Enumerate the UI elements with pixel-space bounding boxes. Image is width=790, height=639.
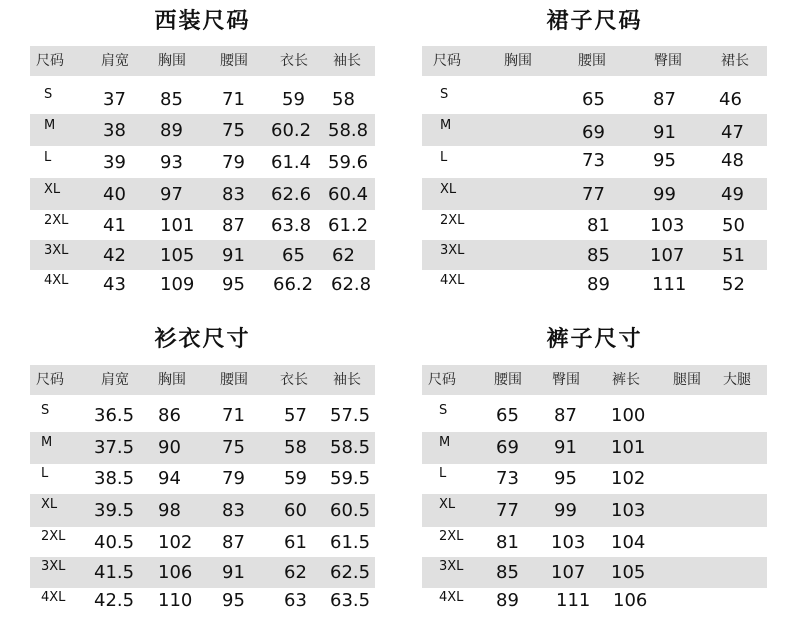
table-row xyxy=(30,400,375,432)
value-cell: 99 xyxy=(554,500,577,521)
size-cell: 4XL xyxy=(44,273,69,288)
table-row xyxy=(30,588,375,618)
value-cell: 101 xyxy=(160,215,195,236)
value-cell: 69 xyxy=(496,437,519,458)
value-cell: 103 xyxy=(611,500,646,521)
shirt-size-table xyxy=(30,318,375,623)
table-row xyxy=(422,494,767,527)
value-cell: 36.5 xyxy=(94,405,135,426)
size-cell: S xyxy=(440,87,449,102)
table-row xyxy=(30,464,375,494)
value-cell: 85 xyxy=(160,89,183,110)
size-cell: L xyxy=(41,466,49,481)
header-cell: 腰围 xyxy=(220,372,248,388)
header-cell: 肩宽 xyxy=(101,372,129,388)
value-cell: 60 xyxy=(284,500,307,521)
value-cell: 91 xyxy=(554,437,577,458)
table-row xyxy=(30,527,375,557)
value-cell: 46 xyxy=(719,89,742,110)
value-cell: 83 xyxy=(222,500,245,521)
table-header-row xyxy=(422,365,767,395)
value-cell: 95 xyxy=(222,590,245,611)
table-row xyxy=(422,84,767,114)
table-title: 衫衣尺寸 xyxy=(154,327,251,352)
size-cell: 2XL xyxy=(439,529,464,544)
value-cell: 38.5 xyxy=(94,468,135,489)
size-cell: S xyxy=(44,87,53,102)
value-cell: 109 xyxy=(160,274,195,295)
value-cell: 99 xyxy=(653,184,676,205)
value-cell: 107 xyxy=(551,562,586,583)
value-cell: 97 xyxy=(160,184,183,205)
skirt-size-table xyxy=(422,0,767,305)
value-cell: 41 xyxy=(103,215,126,236)
value-cell: 65 xyxy=(496,405,519,426)
value-cell: 63.5 xyxy=(330,590,371,611)
value-cell: 59.6 xyxy=(328,152,369,173)
table-row xyxy=(30,178,375,210)
value-cell: 93 xyxy=(160,152,183,173)
value-cell: 103 xyxy=(650,215,685,236)
value-cell: 40.5 xyxy=(94,532,135,553)
header-cell: 尺码 xyxy=(36,372,64,388)
header-cell: 尺码 xyxy=(433,53,461,69)
value-cell: 59 xyxy=(284,468,307,489)
header-cell: 臀围 xyxy=(552,372,580,388)
value-cell: 86 xyxy=(158,405,181,426)
value-cell: 69 xyxy=(582,122,605,143)
table-row xyxy=(30,114,375,146)
value-cell: 95 xyxy=(222,274,245,295)
suit-size-table xyxy=(30,0,375,305)
table-title: 西装尺码 xyxy=(154,9,251,34)
value-cell: 37.5 xyxy=(94,437,135,458)
value-cell: 60.2 xyxy=(271,120,312,141)
value-cell: 110 xyxy=(158,590,193,611)
table-title: 裙子尺码 xyxy=(546,9,643,34)
header-cell: 尺码 xyxy=(36,53,64,69)
value-cell: 91 xyxy=(653,122,676,143)
value-cell: 101 xyxy=(611,437,646,458)
value-cell: 62.5 xyxy=(330,562,371,583)
value-cell: 65 xyxy=(582,89,605,110)
table-row xyxy=(30,557,375,588)
header-cell: 胸围 xyxy=(504,53,532,69)
value-cell: 77 xyxy=(582,184,605,205)
value-cell: 60.5 xyxy=(330,500,371,521)
table-row xyxy=(30,210,375,240)
value-cell: 89 xyxy=(496,590,519,611)
header-cell: 裤长 xyxy=(612,372,640,388)
value-cell: 90 xyxy=(158,437,181,458)
value-cell: 66.2 xyxy=(273,274,314,295)
value-cell: 62.6 xyxy=(271,184,312,205)
value-cell: 37 xyxy=(103,89,126,110)
header-cell: 尺码 xyxy=(428,372,456,388)
header-cell: 腰围 xyxy=(220,53,248,69)
value-cell: 47 xyxy=(721,122,744,143)
size-cell: 3XL xyxy=(439,559,464,574)
value-cell: 50 xyxy=(722,215,745,236)
value-cell: 61.4 xyxy=(271,152,312,173)
value-cell: 58 xyxy=(332,89,355,110)
value-cell: 43 xyxy=(103,274,126,295)
value-cell: 60.4 xyxy=(328,184,369,205)
value-cell: 105 xyxy=(160,245,195,266)
value-cell: 105 xyxy=(611,562,646,583)
table-row xyxy=(422,557,767,588)
header-cell: 腰围 xyxy=(578,53,606,69)
size-cell: M xyxy=(41,435,53,450)
value-cell: 61 xyxy=(284,532,307,553)
table-row xyxy=(422,270,767,300)
value-cell: 100 xyxy=(611,405,646,426)
size-cell: 4XL xyxy=(439,590,464,605)
table-header-row xyxy=(30,46,375,76)
table-row xyxy=(422,114,767,146)
value-cell: 51 xyxy=(722,245,745,266)
header-cell: 腿围 xyxy=(673,372,701,388)
value-cell: 39 xyxy=(103,152,126,173)
header-cell: 大腿 xyxy=(723,372,751,388)
value-cell: 111 xyxy=(652,274,687,295)
value-cell: 48 xyxy=(721,150,744,171)
value-cell: 111 xyxy=(556,590,591,611)
size-cell: L xyxy=(44,150,52,165)
header-cell: 袖长 xyxy=(333,372,361,388)
value-cell: 58 xyxy=(284,437,307,458)
table-row xyxy=(422,464,767,494)
value-cell: 40 xyxy=(103,184,126,205)
size-cell: 3XL xyxy=(440,243,465,258)
size-cell: M xyxy=(439,435,451,450)
value-cell: 62 xyxy=(284,562,307,583)
table-row xyxy=(30,270,375,300)
size-cell: XL xyxy=(41,497,58,512)
value-cell: 39.5 xyxy=(94,500,135,521)
size-cell: XL xyxy=(440,182,457,197)
size-cell: 2XL xyxy=(41,529,66,544)
size-cell: 4XL xyxy=(440,273,465,288)
size-cell: L xyxy=(439,466,447,481)
value-cell: 61.2 xyxy=(328,215,369,236)
header-cell: 衣长 xyxy=(280,53,308,69)
table-header-row xyxy=(422,46,767,76)
value-cell: 77 xyxy=(496,500,519,521)
table-row xyxy=(422,240,767,270)
value-cell: 79 xyxy=(222,468,245,489)
value-cell: 73 xyxy=(582,150,605,171)
value-cell: 85 xyxy=(496,562,519,583)
size-cell: 2XL xyxy=(44,213,69,228)
table-row xyxy=(422,588,767,618)
size-cell: XL xyxy=(439,497,456,512)
value-cell: 95 xyxy=(653,150,676,171)
value-cell: 59 xyxy=(282,89,305,110)
value-cell: 63 xyxy=(284,590,307,611)
value-cell: 87 xyxy=(222,215,245,236)
value-cell: 104 xyxy=(611,532,646,553)
size-cell: 3XL xyxy=(44,243,69,258)
value-cell: 87 xyxy=(653,89,676,110)
value-cell: 102 xyxy=(611,468,646,489)
size-cell: M xyxy=(44,118,56,133)
header-cell: 臀围 xyxy=(654,53,682,69)
value-cell: 83 xyxy=(222,184,245,205)
value-cell: 38 xyxy=(103,120,126,141)
value-cell: 87 xyxy=(222,532,245,553)
value-cell: 75 xyxy=(222,437,245,458)
value-cell: 81 xyxy=(587,215,610,236)
value-cell: 106 xyxy=(613,590,648,611)
header-cell: 腰围 xyxy=(494,372,522,388)
value-cell: 91 xyxy=(222,245,245,266)
size-cell: 3XL xyxy=(41,559,66,574)
table-row xyxy=(422,527,767,557)
table-header-row xyxy=(30,365,375,395)
header-cell: 袖长 xyxy=(333,53,361,69)
value-cell: 89 xyxy=(587,274,610,295)
value-cell: 102 xyxy=(158,532,193,553)
header-cell: 胸围 xyxy=(158,372,186,388)
value-cell: 91 xyxy=(222,562,245,583)
table-row xyxy=(30,240,375,270)
value-cell: 73 xyxy=(496,468,519,489)
size-cell: S xyxy=(41,403,50,418)
header-cell: 肩宽 xyxy=(101,53,129,69)
pants-size-table xyxy=(422,318,767,623)
table-row xyxy=(422,400,767,432)
table-row xyxy=(30,146,375,178)
value-cell: 89 xyxy=(160,120,183,141)
value-cell: 42.5 xyxy=(94,590,135,611)
value-cell: 41.5 xyxy=(94,562,135,583)
size-cell: S xyxy=(439,403,448,418)
value-cell: 58.8 xyxy=(328,120,369,141)
value-cell: 62 xyxy=(332,245,355,266)
value-cell: 95 xyxy=(554,468,577,489)
table-row xyxy=(30,84,375,114)
value-cell: 71 xyxy=(222,405,245,426)
value-cell: 49 xyxy=(721,184,744,205)
size-cell: XL xyxy=(44,182,61,197)
size-cell: M xyxy=(440,118,452,133)
value-cell: 62.8 xyxy=(331,274,372,295)
value-cell: 75 xyxy=(222,120,245,141)
value-cell: 103 xyxy=(551,532,586,553)
table-row xyxy=(422,178,767,210)
value-cell: 57 xyxy=(284,405,307,426)
value-cell: 85 xyxy=(587,245,610,266)
value-cell: 81 xyxy=(496,532,519,553)
header-cell: 衣长 xyxy=(280,372,308,388)
value-cell: 65 xyxy=(282,245,305,266)
table-row xyxy=(422,210,767,240)
table-title: 裤子尺寸 xyxy=(546,327,643,352)
table-row xyxy=(422,146,767,178)
header-cell: 裙长 xyxy=(721,53,749,69)
value-cell: 79 xyxy=(222,152,245,173)
table-row xyxy=(30,432,375,464)
value-cell: 107 xyxy=(650,245,685,266)
value-cell: 98 xyxy=(158,500,181,521)
value-cell: 106 xyxy=(158,562,193,583)
size-cell: L xyxy=(440,150,448,165)
value-cell: 52 xyxy=(722,274,745,295)
value-cell: 59.5 xyxy=(330,468,371,489)
table-row xyxy=(422,432,767,464)
value-cell: 71 xyxy=(222,89,245,110)
table-row xyxy=(30,494,375,527)
value-cell: 87 xyxy=(554,405,577,426)
value-cell: 63.8 xyxy=(271,215,312,236)
value-cell: 61.5 xyxy=(330,532,371,553)
value-cell: 94 xyxy=(158,468,181,489)
value-cell: 42 xyxy=(103,245,126,266)
value-cell: 57.5 xyxy=(330,405,371,426)
header-cell: 胸围 xyxy=(158,53,186,69)
size-cell: 4XL xyxy=(41,590,66,605)
value-cell: 58.5 xyxy=(330,437,371,458)
size-cell: 2XL xyxy=(440,213,465,228)
